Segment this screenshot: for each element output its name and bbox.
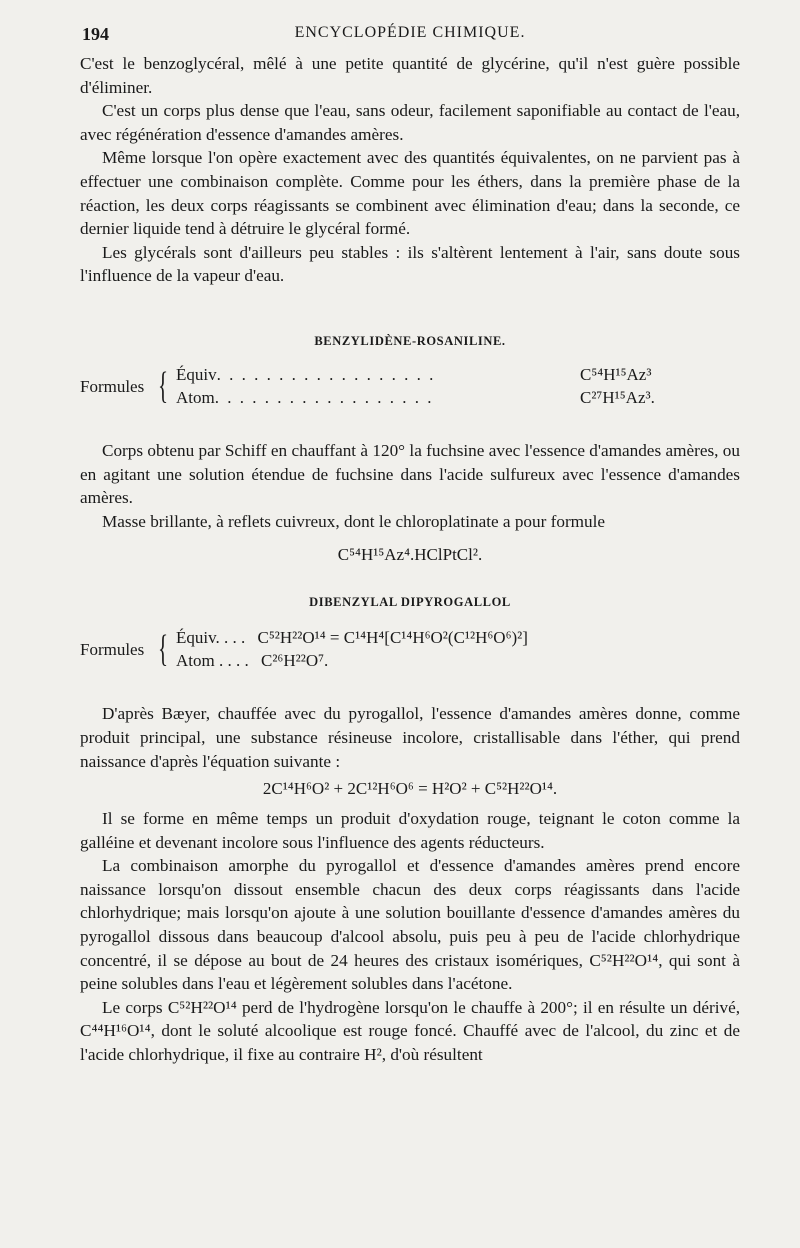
- intro-text: [80, 52, 740, 288]
- formula-block: [80, 626, 740, 678]
- paragraph: Il se forme en même temps un produit d'oxydation rouge, teignant le coton comme la galléine et devenant incolore sous l'influence des agents réducteurs.: [80, 809, 740, 852]
- leader-dots: . . . . . . . . . . . . . . . . . .: [214, 387, 434, 407]
- row-label: Équiv. . . .: [176, 628, 246, 648]
- paragraph: La combinaison amorphe du pyrogallol et d'essence d'amandes amères prend encore naissance lorsqu'on dissout ensemble chacun des deux corps réagissants dans l'acide chlorhydrique; mais lorsqu'on ajoute à une solution bouillante d'essence d'amandes amères du pyrogallol dissous dans beaucoup d'alcool absolu, puis peu à peu de l'acide chlorhydrique concentré, il se dépose au bout de 24 heures des cristaux isomériques, C⁵²H²²O¹⁴, qui sont à peine solubles dans l'eau et légèrement solubles dans l'acétone.: [80, 856, 740, 994]
- chloroplatinate-formula: C⁵⁴H¹⁵Az⁴.HClPtCl².: [337, 545, 483, 565]
- section-heading: DIBENZYLAL DIPYROGALLOL: [309, 595, 511, 610]
- section-heading: BENZYLIDÈNE-ROSANILINE.: [314, 333, 506, 348]
- formula-block: [80, 363, 740, 415]
- formulas-label: Formules: [80, 640, 145, 660]
- paragraph: Les glycérals sont d'ailleurs peu stables : ils s'altèrent lentement à l'air, sans doute sous l'influence de la vapeur d'eau.: [80, 242, 740, 286]
- formula-value: C²⁶H²²O⁷.: [260, 651, 329, 671]
- row-label: Atom: [176, 387, 215, 407]
- formula-value: C⁵⁴H¹⁵Az³: [580, 364, 652, 384]
- row-label: Équiv: [176, 364, 217, 384]
- running-title: ENCYCLOPÉDIE CHIMIQUE.: [294, 24, 526, 41]
- formula-row-equiv: [176, 365, 736, 385]
- page-header: [80, 22, 740, 48]
- formulas-label: Formules: [80, 376, 145, 396]
- paragraph: C'est le benzoglycéral, mêlé à une petite quantité de glycérine, qu'il n'est guère possible d'éliminer.: [80, 54, 740, 97]
- paragraph: C'est un corps plus dense que l'eau, sans odeur, facilement saponifiable au contact de l'eau, avec régénération d'essence d'amandes amères.: [80, 101, 740, 144]
- paragraph: Le corps C⁵²H²²O¹⁴ perd de l'hydrogène lorsqu'on le chauffe à 200°; il en résulte un dérivé, C⁴⁴H¹⁶O¹⁴, dont le soluté alcoolique est rouge foncé. Chauffé avec de l'alcool, du zinc et de l'acide chlorhydrique, il fixe au contraire H², d'où résultent: [80, 997, 740, 1065]
- row-label: Atom . . . .: [176, 651, 249, 671]
- formula-value: C⁵²H²²O¹⁴ = C¹⁴H⁴[C¹⁴H⁶O²(C¹²H⁶O⁶)²]: [257, 628, 528, 648]
- formula-row-atom: [176, 651, 328, 671]
- paragraph: D'après Bæyer, chauffée avec du pyrogallol, l'essence d'amandes amères donne, comme produit principal, une substance résineuse incolore, cristallisable dans l'éther, qui prend naissance d'après l'équation suivante :: [80, 704, 740, 771]
- paragraph: Même lorsque l'on opère exactement avec des quantités équivalentes, on ne parvient pas à effectuer une combinaison complète. Comme pour les éthers, dans la première phase de la réaction, les deux corps réagissants se combinent avec élimination d'eau; dans la seconde, ce dernier liquide tend à détruire le glycéral formé.: [80, 148, 740, 239]
- formula-row-atom: [176, 388, 736, 408]
- paragraph: Masse brillante, à reflets cuivreux, dont le chloroplatinate a pour formule: [102, 511, 606, 531]
- formula-value: C²⁷H¹⁵Az³.: [580, 387, 655, 407]
- section-benzylidene-rosaniline: [80, 334, 740, 565]
- document-page: [80, 22, 740, 1067]
- page-number: 194: [82, 24, 109, 44]
- reaction-equation: 2C¹⁴H⁶O² + 2C¹²H⁶O⁶ = H²O² + C⁵²H²²O¹⁴.: [262, 779, 558, 799]
- leader-dots: . . . . . . . . . . . . . . . . . .: [216, 364, 436, 384]
- paragraph: Corps obtenu par Schiff en chauffant à 120° la fuchsine avec l'essence d'amandes amères, ou en agitant une solution étendue de fuchsine dans l'acide sulfureux avec l'essence d'amandes amères.: [80, 440, 740, 508]
- brace-glyph: {: [158, 364, 169, 407]
- brace-glyph: {: [158, 628, 169, 671]
- formula-row-equiv: [176, 628, 528, 648]
- section-dibenzylal-dipyrogallol: [80, 595, 740, 1066]
